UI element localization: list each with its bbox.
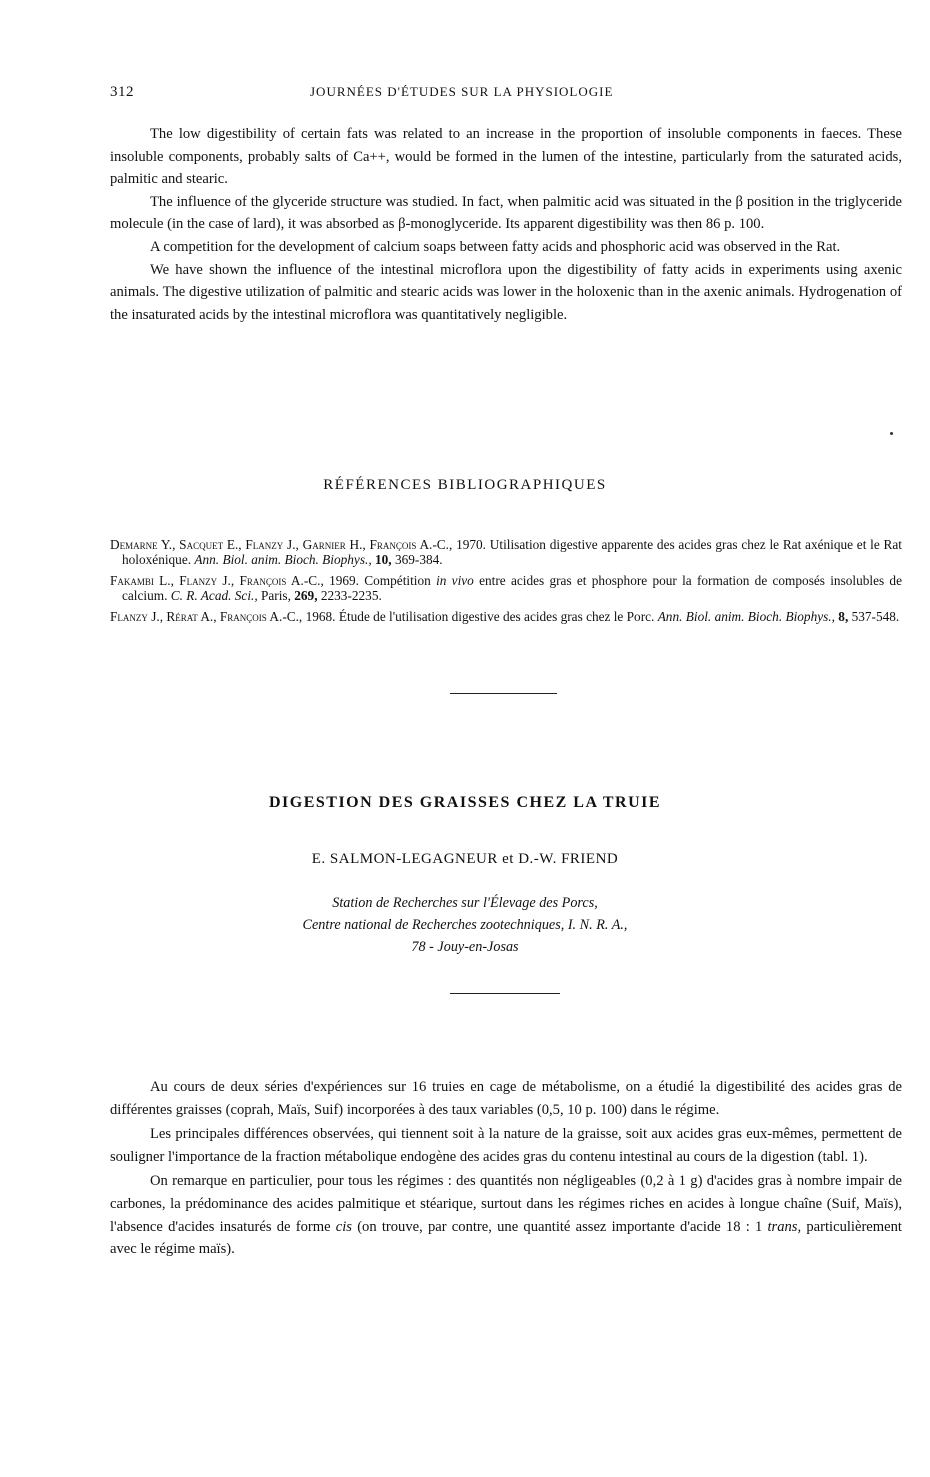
reference-place: Paris,: [261, 588, 291, 603]
stray-mark: [890, 432, 893, 435]
running-title: JOURNÉES D'ÉTUDES SUR LA PHYSIOLOGIE: [310, 84, 614, 99]
summary-paragraph: The low digestibility of certain fats was related to an increase in the proportion of insoluble components in faeces. These insoluble components, probably salts of Ca++, would be formed in the lumen of the intestine, particularly from the saturated acids, palmitic and stearic.: [110, 126, 902, 188]
section-divider: [450, 693, 557, 694]
reference-item: [110, 609, 902, 624]
body-text-italic: trans,: [767, 1218, 802, 1235]
summary-paragraph: A competition for the development of calcium soaps between fatty acids and phosphoric acid was observed in the Rat.: [150, 238, 841, 255]
reference-authors: Fakambi L., Flanzy J., François A.-C., 1969.: [110, 573, 359, 588]
affiliation-line: Station de Recherches sur l'Élevage des Porcs,: [332, 895, 598, 911]
body-paragraph: Au cours de deux séries d'expériences sur 16 truies en cage de métabolisme, on a étudié la digestibilité des acides gras de différentes graisses (coprah, Maïs, Suif) incorporées à des taux variables (0,5, 10 p. 100) dans le régime.: [110, 1079, 902, 1118]
reference-volume: 8,: [838, 609, 849, 624]
body-text-italic: cis: [335, 1218, 352, 1235]
reference-volume: 269,: [294, 588, 318, 603]
page-number: 312: [110, 84, 134, 100]
body-text-part: particulièrement avec le régime maïs).: [110, 1218, 902, 1258]
summary-paragraph: The influence of the glyceride structure was studied. In fact, when palmitic acid was situated in the β position in the triglyceride molecule (in the case of lard), it was absorbed as β-monoglyceride. Its apparent digestibility was then 86 p. 100.: [110, 193, 902, 233]
reference-journal: Ann. Biol. anim. Bioch. Biophys.,: [194, 552, 372, 567]
article-authors: E. SALMON-LEGAGNEUR et D.-W. FRIEND: [311, 851, 619, 867]
reference-title: Étude de l'utilisation digestive des acides gras chez le Porc.: [338, 609, 655, 624]
reference-title-start: Compétition: [364, 573, 431, 588]
reference-item: [110, 537, 902, 567]
references-list: [110, 537, 902, 630]
reference-authors: Flanzy J., Rérat A., François A.-C., 1968.: [110, 609, 336, 624]
article-affiliation: [0, 892, 930, 958]
body-text-part: On remarque en particulier, pour tous les régimes : des quantités non négligeables (0,2 à 1 g) d'acides gras à nombre impair de carbones, la prédominance des acides palmitique et stéarique, surtout dans les régimes riches en acides à longue chaîne (Suif, Maïs), l'absence d'acides insaturés de forme: [110, 1173, 902, 1235]
body-text-part: (on trouve, par contre, une quantité assez importante d'acide 18 : 1: [357, 1218, 763, 1235]
english-summary: [110, 123, 902, 326]
reference-item: [110, 573, 902, 603]
affiliation-line: Centre national de Recherches zootechniques, I. N. R. A.,: [302, 917, 628, 933]
running-head: [110, 84, 902, 104]
reference-title: Utilisation digestive apparente des acides gras chez le Rat axénique et le Rat holoxénique.: [122, 537, 902, 567]
article-title: DIGESTION DES GRAISSES CHEZ LA TRUIE: [268, 794, 662, 811]
reference-title: entre acides gras et phosphore pour la formation de composés insolubles de calcium.: [122, 573, 902, 603]
reference-journal: Ann. Biol. anim. Bioch. Biophys.,: [657, 609, 835, 624]
title-divider: [450, 993, 560, 994]
body-paragraph: [110, 1170, 902, 1260]
reference-authors: Demarne Y., Sacquet E., Flanzy J., Garnier H., François A.-C., 1970.: [110, 537, 487, 552]
summary-paragraph: We have shown the influence of the intestinal microflora upon the digestibility of fatty acids in experiments using axenic animals. The digestive utilization of palmitic and stearic acids was lower in the holoxenic than in the axenic animals. Hydrogenation of the insaturated acids by the intestinal microflora was quantitatively negligible.: [110, 261, 902, 323]
references-heading: RÉFÉRENCES BIBLIOGRAPHIQUES: [323, 477, 607, 493]
affiliation-line: 78 - Jouy-en-Josas: [411, 939, 519, 955]
reference-pages: 2233-2235.: [320, 588, 382, 603]
body-paragraph: Les principales différences observées, qui tiennent soit à la nature de la graisse, soit aux acides gras eux-mêmes, permettent de souligner l'importance de la fraction métabolique endogène des acides gras du contenu intestinal au cours de la digestion (tabl. 1).: [110, 1126, 902, 1165]
reference-title-italic: in vivo: [436, 573, 474, 588]
reference-pages: 369-384.: [394, 552, 443, 567]
reference-journal: C. R. Acad. Sci.,: [170, 588, 258, 603]
reference-volume: 10,: [375, 552, 392, 567]
reference-pages: 537-548.: [851, 609, 900, 624]
article-body: [110, 1076, 902, 1263]
